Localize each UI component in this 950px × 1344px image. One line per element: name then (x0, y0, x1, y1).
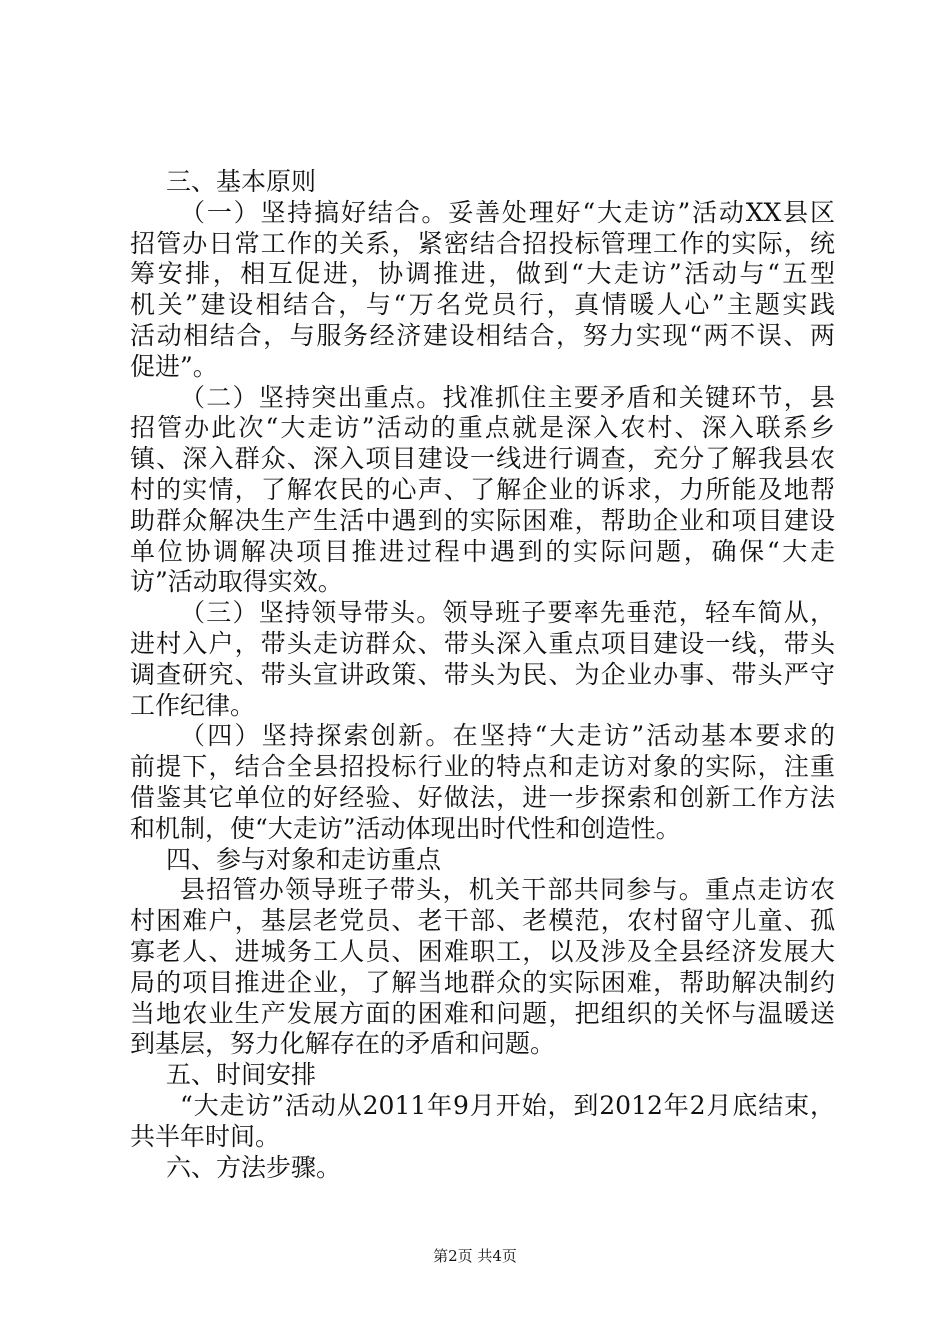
text-line: 村的实情，了解农民的心声、了解企业的诉求，力所能及地帮 (130, 474, 835, 504)
text-line: （一）坚持搞好结合。妥善处理好“大走访”活动XX县区 (180, 197, 835, 227)
text-line: 当地农业生产发展方面的困难和问题，把组织的关怀与温暖送 (130, 998, 835, 1028)
text-line: （四）坚持探索创新。在坚持“大走访”活动基本要求的 (180, 721, 835, 751)
section-heading (130, 1060, 835, 1091)
text-line: 六、方法步骤。 (166, 1152, 342, 1182)
text-line: 三、基本原则 (166, 167, 317, 196)
paragraph (130, 198, 835, 383)
text-line: 进村入户，带头走访群众、带头深入重点项目建设一线，带头 (130, 628, 835, 658)
text-line: 共半年时间。 (130, 1121, 281, 1151)
section-heading (130, 167, 835, 198)
text-line: 县招管办领导班子带头，机关干部共同参与。重点走访农 (180, 875, 835, 905)
section-heading (130, 1153, 835, 1184)
text-line: “大走访”活动从2011年9月开始，到2012年2月底结束， (180, 1090, 835, 1120)
text-line: 四、参与对象和走访重点 (166, 844, 442, 874)
text-line: 到基层，努力化解存在的矛盾和问题。 (130, 1029, 556, 1059)
text-line: 前提下，结合全县招投标行业的特点和走访对象的实际，注重 (130, 752, 835, 782)
text-line: 寡老人、进城务工人员、困难职工，以及涉及全县经济发展大 (130, 936, 835, 966)
text-line: 村困难户，基层老党员、老干部、老模范，农村留守儿童、孤 (130, 906, 835, 936)
text-line: 镇、深入群众、深入项目建设一线进行调查，充分了解我县农 (130, 444, 835, 474)
text-line: 招管办此次“大走访”活动的重点就是深入农村、深入联系乡 (130, 413, 835, 443)
paragraph (130, 598, 835, 721)
paragraph (130, 1091, 835, 1153)
text-line: 调查研究、带头宣讲政策、带头为民、为企业办事、带头严守 (130, 659, 835, 689)
section-heading (130, 845, 835, 876)
text-line: 五、时间安排 (166, 1060, 317, 1090)
paragraph (130, 383, 835, 599)
text-line: 单位协调解决项目推进过程中遇到的实际问题，确保“大走 (130, 536, 835, 566)
text-line: 活动相结合，与服务经济建设相结合，努力实现“两不误、两 (130, 320, 835, 350)
text-line: 和机制，使“大走访”活动体现出时代性和创造性。 (130, 813, 681, 843)
text-line: 借鉴其它单位的好经验、好做法，进一步探索和创新工作方法 (130, 782, 835, 812)
paragraph (130, 875, 835, 1060)
page-footer: 第2页 共4页 (433, 1247, 517, 1265)
text-line: （三）坚持领导带头。领导班子要率先垂范，轻车简从， (180, 598, 835, 628)
text-line: 工作纪律。 (130, 690, 256, 720)
paragraph (130, 721, 835, 844)
text-line: 助群众解决生产生活中遇到的实际困难，帮助企业和项目建设 (130, 505, 835, 535)
text-line: （二）坚持突出重点。找准抓住主要矛盾和关键环节，县 (180, 382, 835, 412)
text-line: 访”活动取得实效。 (130, 567, 343, 597)
text-line: 机关”建设相结合，与“万名党员行，真情暖人心”主题实践 (130, 290, 835, 320)
document-body (130, 167, 835, 1183)
text-line: 招管办日常工作的关系，紧密结合招投标管理工作的实际，统 (130, 228, 835, 258)
text-line: 促进”。 (130, 351, 218, 381)
text-line: 局的项目推进企业，了解当地群众的实际困难，帮助解决制约 (130, 967, 835, 997)
text-line: 筹安排，相互促进，协调推进，做到“大走访”活动与“五型 (130, 259, 835, 289)
